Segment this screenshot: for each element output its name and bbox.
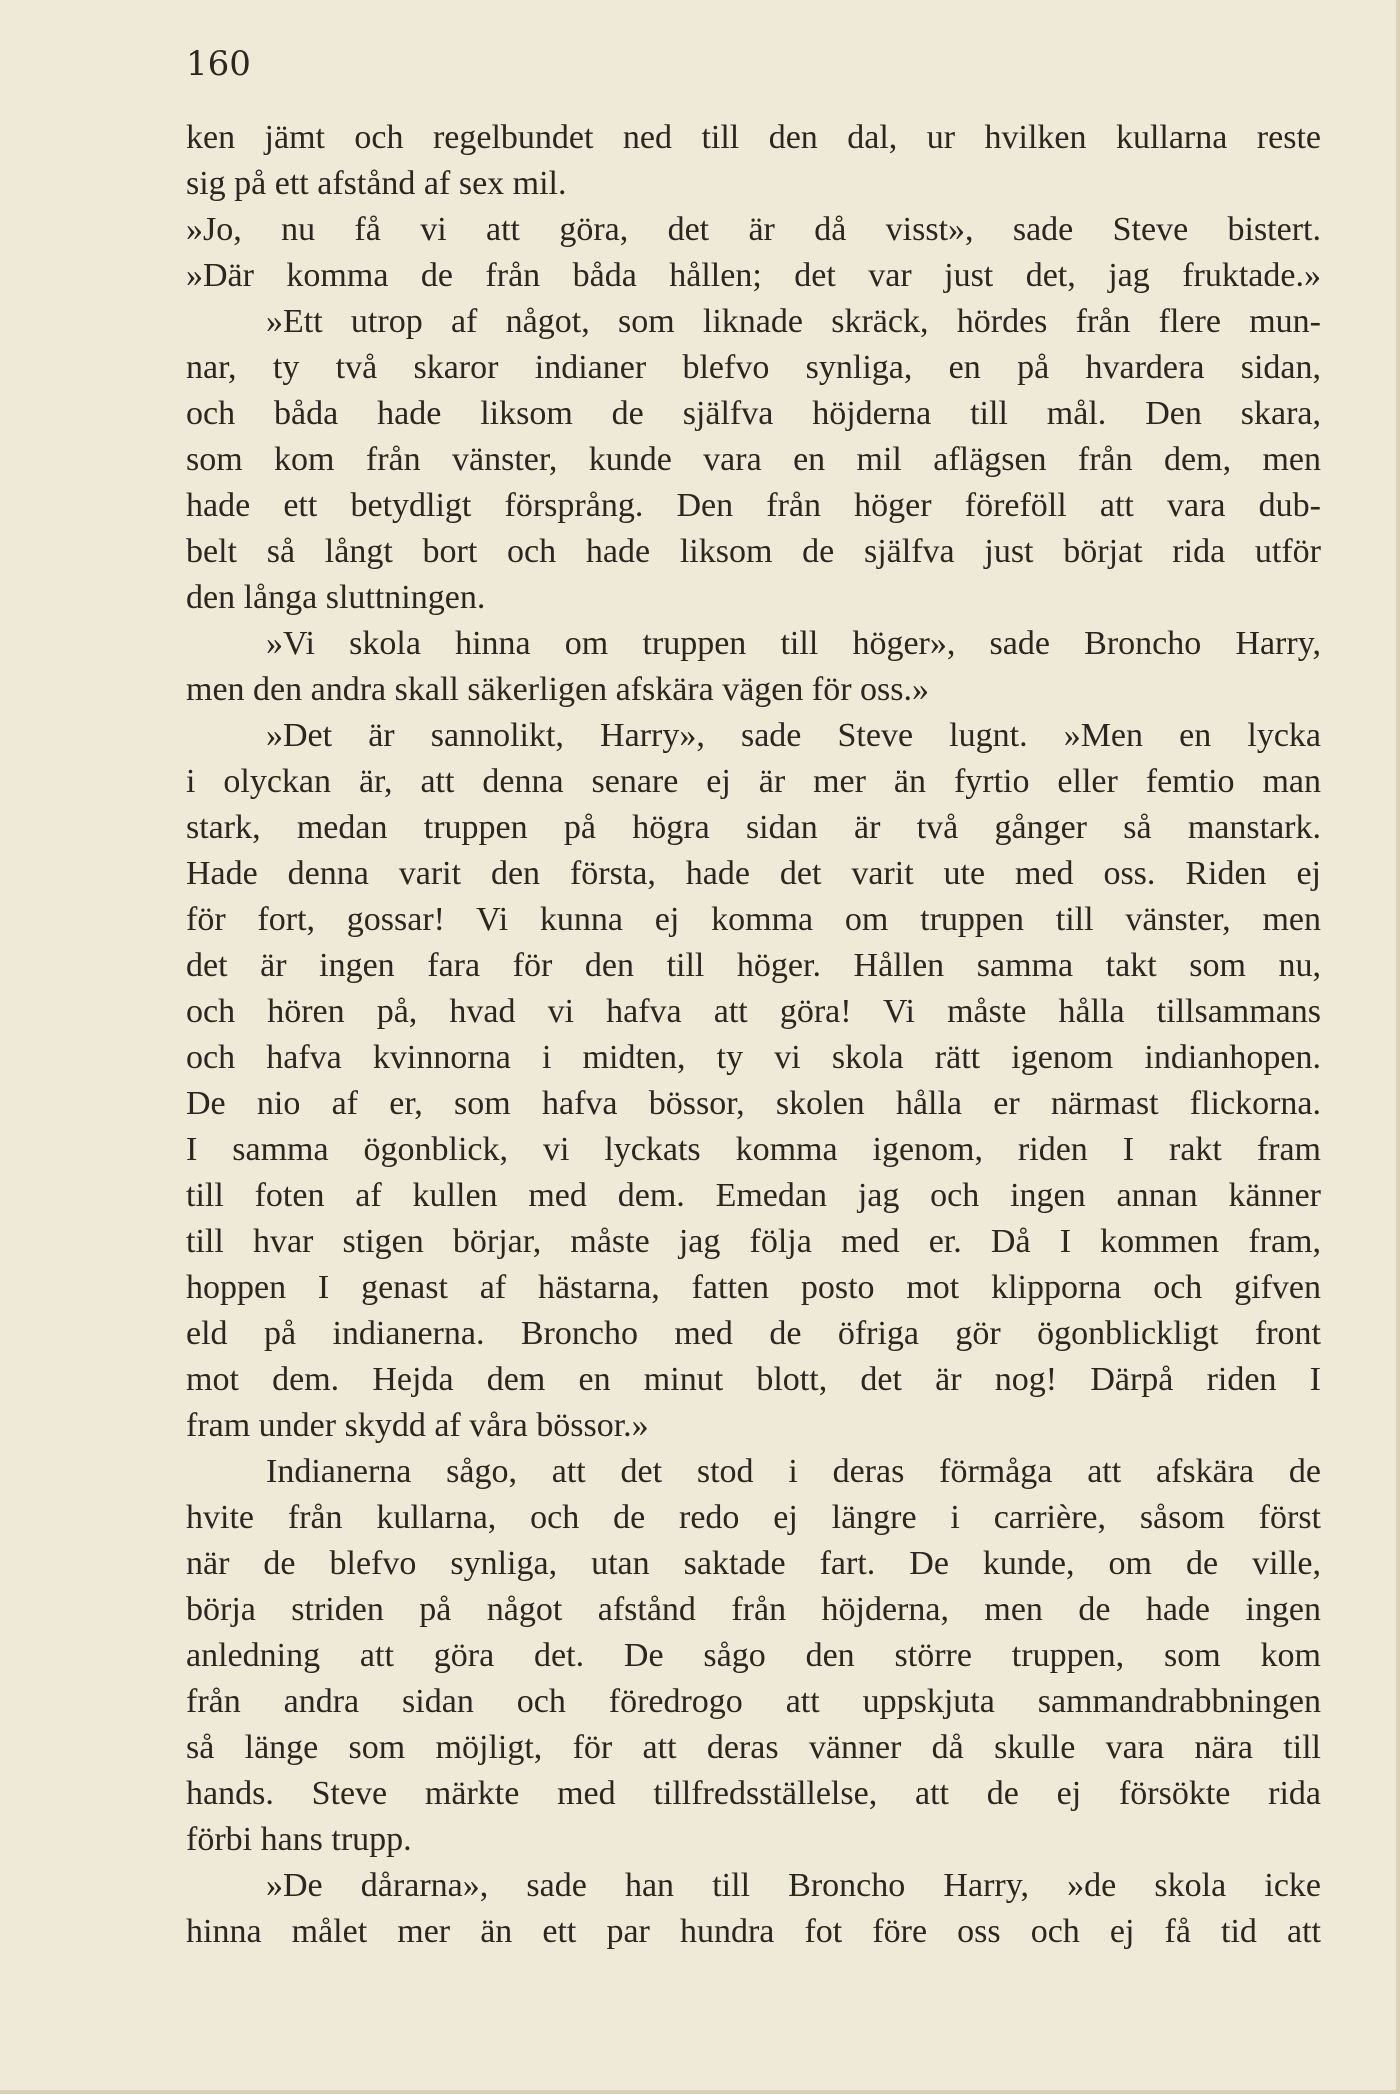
text-line: hvite från kullarna, och de redo ej längre i carrière, såsom först bbox=[186, 1499, 1321, 1536]
text-line: som kom från vänster, kunde vara en mil aflägsen från dem, men bbox=[186, 441, 1321, 478]
text-line: Hade denna varit den första, hade det varit ute med oss. Riden ej bbox=[186, 855, 1321, 892]
page-number: 160 bbox=[186, 44, 251, 84]
text-line: i olyckan är, att denna senare ej är mer än fyrtio eller femtio man bbox=[186, 763, 1321, 800]
text-line: hinna målet mer än ett par hundra fot före oss och ej få tid att bbox=[186, 1913, 1321, 1950]
text-line: till foten af kullen med dem. Emedan jag och ingen annan känner bbox=[186, 1177, 1321, 1214]
text-line: »Ett utrop af något, som liknade skräck, hördes från flere mun- bbox=[266, 303, 1321, 340]
text-line: och hafva kvinnorna i midten, ty vi skola rätt igenom indianhopen. bbox=[186, 1039, 1321, 1076]
text-line: nar, ty två skaror indianer blefvo synliga, en på hvardera sidan, bbox=[186, 349, 1321, 386]
text-line: belt så långt bort och hade liksom de själfva just börjat rida utför bbox=[186, 533, 1321, 570]
text-line: mot dem. Hejda dem en minut blott, det är nog! Därpå riden I bbox=[186, 1361, 1321, 1398]
text-line: och hören på, hvad vi hafva att göra! Vi måste hålla tillsammans bbox=[186, 993, 1321, 1030]
text-line: men den andra skall säkerligen afskära vägen för oss.» bbox=[186, 671, 930, 708]
text-line: De nio af er, som hafva bössor, skolen hålla er närmast flickorna. bbox=[186, 1085, 1321, 1122]
text-line: »Vi skola hinna om truppen till höger», sade Broncho Harry, bbox=[266, 625, 1321, 662]
text-line: anledning att göra det. De sågo den större truppen, som kom bbox=[186, 1637, 1321, 1674]
text-line: ken jämt och regelbundet ned till den dal, ur hvilken kullarna reste bbox=[186, 119, 1321, 156]
text-line: det är ingen fara för den till höger. Hållen samma takt som nu, bbox=[186, 947, 1321, 984]
text-line: från andra sidan och föredrogo att uppskjuta sammandrabbningen bbox=[186, 1683, 1321, 1720]
text-line: »Det är sannolikt, Harry», sade Steve lugnt. »Men en lycka bbox=[266, 717, 1321, 754]
text-line: när de blefvo synliga, utan saktade fart. De kunde, om de ville, bbox=[186, 1545, 1321, 1582]
text-line: hands. Steve märkte med tillfredsställelse, att de ej försökte rida bbox=[186, 1775, 1321, 1812]
text-line: och båda hade liksom de själfva höjderna till mål. Den skara, bbox=[186, 395, 1321, 432]
text-line: I samma ögonblick, vi lyckats komma igenom, riden I rakt fram bbox=[186, 1131, 1321, 1168]
body-text bbox=[186, 115, 1321, 1955]
text-line: hade ett betydligt försprång. Den från höger föreföll att vara dub- bbox=[186, 487, 1321, 524]
text-line: förbi hans trupp. bbox=[186, 1821, 412, 1858]
text-line: eld på indianerna. Broncho med de öfriga gör ögonblickligt front bbox=[186, 1315, 1321, 1352]
text-line: fram under skydd af våra bössor.» bbox=[186, 1407, 649, 1444]
text-line: Indianerna sågo, att det stod i deras förmåga att afskära de bbox=[266, 1453, 1321, 1490]
text-line: »Där komma de från båda hållen; det var just det, jag fruktade.» bbox=[186, 257, 1321, 294]
text-line: stark, medan truppen på högra sidan är två gånger så manstark. bbox=[186, 809, 1321, 846]
text-line: »Jo, nu få vi att göra, det är då visst», sade Steve bistert. bbox=[186, 211, 1321, 248]
text-line: så länge som möjligt, för att deras vänner då skulle vara nära till bbox=[186, 1729, 1321, 1766]
text-line: sig på ett afstånd af sex mil. bbox=[186, 165, 567, 202]
text-line: »De dårarna», sade han till Broncho Harry, »de skola icke bbox=[266, 1867, 1321, 1904]
text-line: för fort, gossar! Vi kunna ej komma om truppen till vänster, men bbox=[186, 901, 1321, 938]
text-line: till hvar stigen börjar, måste jag följa med er. Då I kommen fram, bbox=[186, 1223, 1321, 1260]
text-line: börja striden på något afstånd från höjderna, men de hade ingen bbox=[186, 1591, 1321, 1628]
text-line: hoppen I genast af hästarna, fatten posto mot klipporna och gifven bbox=[186, 1269, 1321, 1306]
text-line: den långa sluttningen. bbox=[186, 579, 486, 616]
